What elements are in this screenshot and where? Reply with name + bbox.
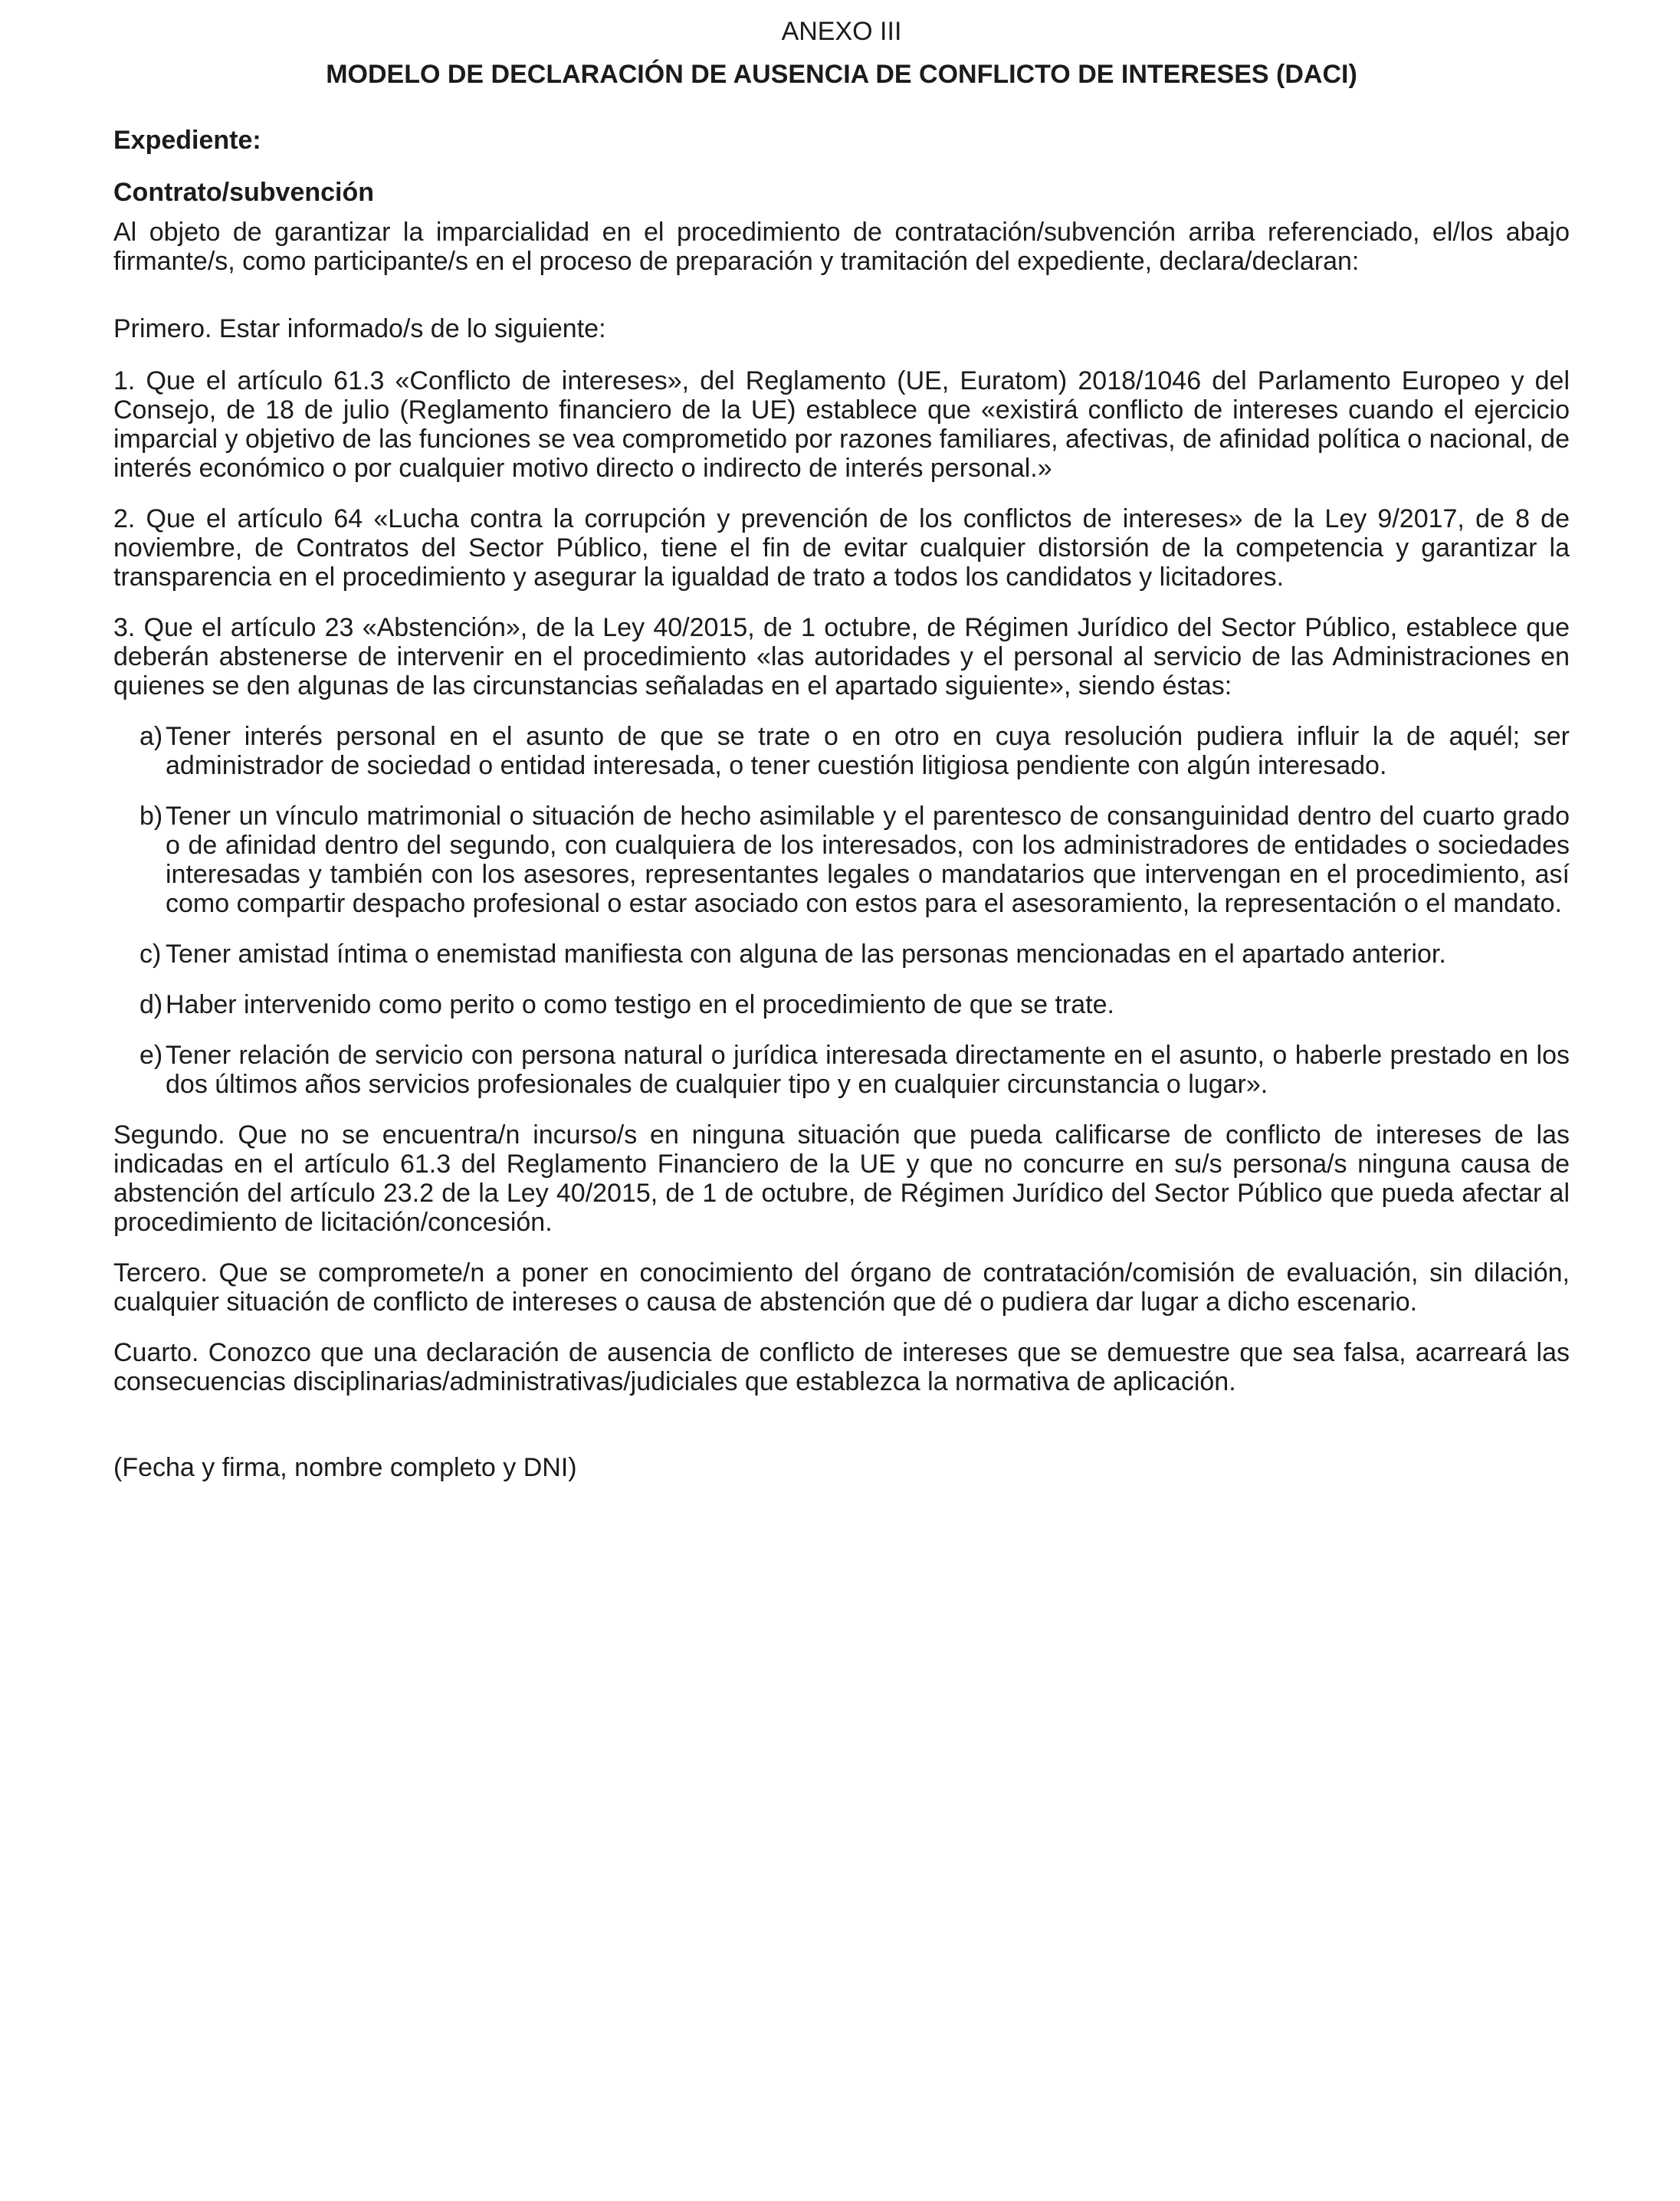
signature-note: (Fecha y firma, nombre completo y DNI) (113, 1453, 577, 1482)
lettered-item-e (113, 1041, 1570, 1099)
intro-paragraph: Al objeto de garantizar la imparcialidad en el procedimiento de contratación/subvención arriba referenciado, el/los abajo firmante/s, como participante/s en el proceso de preparación y tramitación del expediente, declara/declaran: (113, 218, 1570, 276)
item-marker: d) (139, 990, 163, 1019)
numbered-paragraph-2: 2. Que el artículo 64 «Lucha contra la corrupción y prevención de los conflictos de intereses» de la Ley 9/2017, de 8 de noviembre, de Contratos del Sector Público, tiene el fin de evitar cualquier distorsión de la competencia y garantizar la transparencia en el procedimiento y asegurar la igualdad de trato a todos los candidatos y licitadores. (113, 504, 1570, 592)
item-marker: c) (139, 940, 162, 969)
lettered-item-c (113, 940, 1570, 969)
item-text: Haber intervenido como perito o como testigo en el procedimiento de que se trate. (166, 990, 1114, 1019)
lettered-item-b (113, 802, 1570, 918)
lettered-item-a (113, 722, 1570, 780)
item-marker: b) (139, 802, 163, 831)
primero-paragraph: Primero. Estar informado/s de lo siguiente: (113, 314, 606, 343)
segundo-paragraph: Segundo. Que no se encuentra/n incurso/s en ninguna situación que pueda calificarse de conflicto de intereses de las indicadas en el artículo 61.3 del Reglamento Financiero de la UE y que no concurre en su/s persona/s ninguna causa de abstención del artículo 23.2 de la Ley 40/2015, de 1 de octubre, de Régimen Jurídico del Sector Público que pueda afectar al procedimiento de licitación/concesión. (113, 1120, 1570, 1237)
document-subtitle: MODELO DE DECLARACIÓN DE AUSENCIA DE CONFLICTO DE INTERESES (DACI) (326, 60, 1357, 89)
lettered-item-d (113, 990, 1570, 1019)
contrato-label: Contrato/subvención (113, 178, 375, 207)
tercero-paragraph: Tercero. Que se compromete/n a poner en conocimiento del órgano de contratación/comisión de evaluación, sin dilación, cualquier situación de conflicto de intereses o causa de abstención que dé o pudiera dar lugar a dicho escenario. (113, 1258, 1570, 1317)
numbered-paragraph-1: 1. Que el artículo 61.3 «Conflicto de intereses», del Reglamento (UE, Euratom) 2018/1046 del Parlamento Europeo y del Consejo, de 18 de julio (Reglamento financiero de la UE) establece que «existirá conflicto de intereses cuando el ejercicio imparcial y objetivo de las funciones se vea comprometido por razones familiares, afectivas, de afinidad política o nacional, de interés económico o por cualquier motivo directo o indirecto de interés personal.» (113, 366, 1570, 483)
item-text: Tener amistad íntima o enemistad manifiesta con alguna de las personas mencionadas en el apartado anterior. (166, 940, 1446, 969)
expediente-label: Expediente: (113, 126, 261, 155)
cuarto-paragraph: Cuarto. Conozco que una declaración de ausencia de conflicto de intereses que se demuestre que sea falsa, acarreará las consecuencias disciplinarias/administrativas/judiciales que establezca la normativa de aplicación. (113, 1338, 1570, 1396)
item-marker: a) (139, 722, 163, 751)
numbered-paragraph-3: 3. Que el artículo 23 «Abstención», de la Ley 40/2015, de 1 octubre, de Régimen Jurídico del Sector Público, establece que deberán abstenerse de intervenir en el procedimiento «las autoridades y el personal al servicio de las Administraciones en quienes se den algunas de las circunstancias señaladas en el apartado siguiente», siendo éstas: (113, 613, 1570, 700)
item-text: Tener relación de servicio con persona natural o jurídica interesada directamente en el asunto, o haberle prestado en los dos últimos años servicios profesionales de cualquier tipo y en cualquier circunstancia o lugar». (166, 1041, 1570, 1099)
item-marker: e) (139, 1041, 163, 1070)
item-text: Tener interés personal en el asunto de que se trate o en otro en cuya resolución pudiera influir la de aquél; ser administrador de sociedad o entidad interesada, o tener cuestión litigiosa pendiente con algún interesado. (166, 722, 1570, 780)
item-text: Tener un vínculo matrimonial o situación de hecho asimilable y el parentesco de consanguinidad dentro del cuarto grado o de afinidad dentro del segundo, con cualquiera de los interesados, con los administradores de entidades o sociedades interesadas y también con los asesores, representantes legales o mandatarios que intervengan en el procedimiento, así como compartir despacho profesional o estar asociado con estos para el asesoramiento, la representación o el mandato. (166, 802, 1570, 918)
lettered-list (113, 722, 1570, 1099)
document-title: ANEXO III (781, 17, 902, 46)
